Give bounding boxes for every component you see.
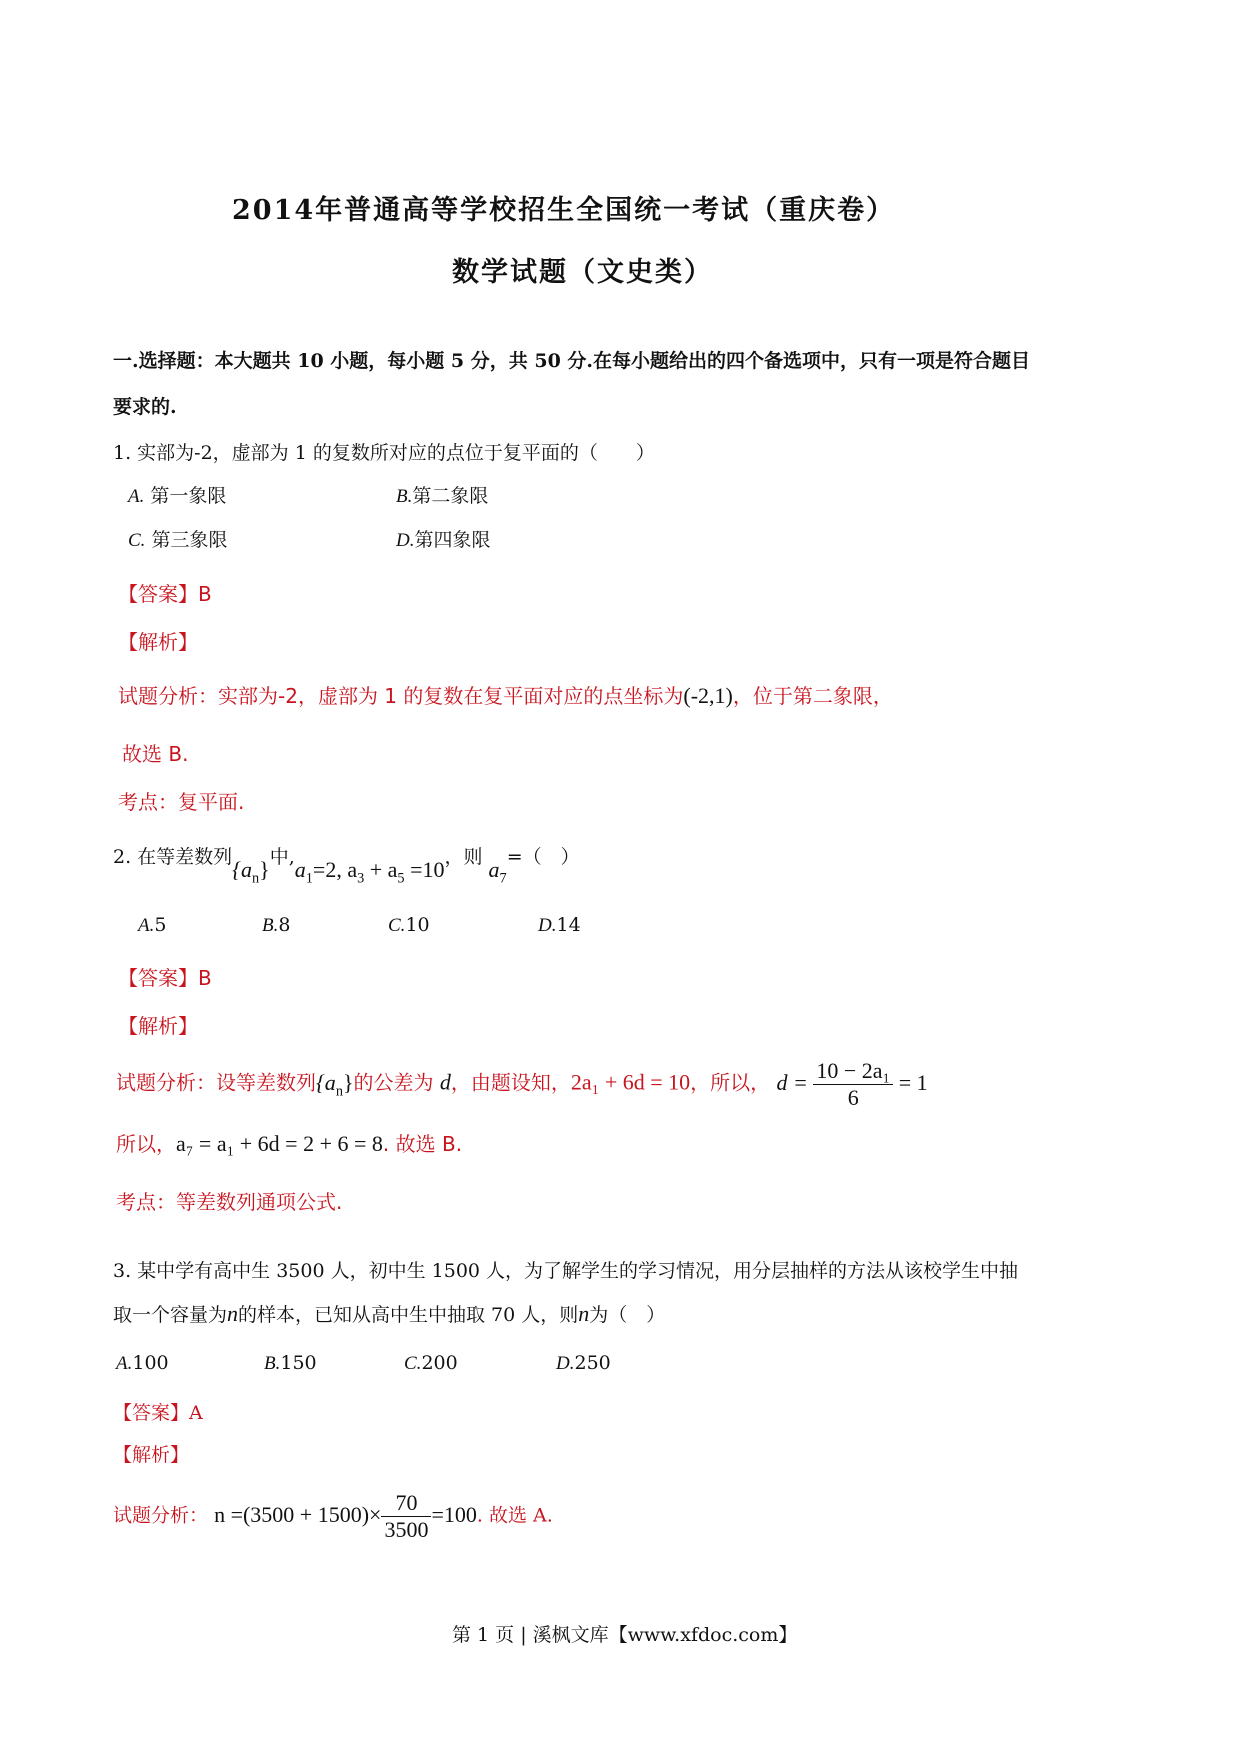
q3-option-c: C.200 (404, 1352, 458, 1374)
q2-analysis-label: 【解析】 (118, 1014, 198, 1038)
q1-analysis: 试题分析：实部为-2，虚部为 1 的复数在复平面对应的点坐标为(-2,1)，位于第二象限， (118, 683, 893, 708)
q1-option-d: D.第四象限 (396, 529, 491, 551)
page-footer: 第 1 页 | 溪枫文库【www.xfdoc.com】 (452, 1624, 798, 1646)
q3-option-d: D.250 (556, 1352, 611, 1374)
q2-analysis-line2: 所以，a₇ = a₁ + 6d = 2 + 6 = 8. 故选 B. (116, 1131, 463, 1156)
q3-stem-line1: 3. 某中学有高中生 3500 人，初中生 1500 人，为了解学生的学习情况，用分层抽样的方法从该校学生中抽 (113, 1260, 1019, 1282)
q3-option-b: B.150 (264, 1352, 317, 1374)
q2-option-c: C.10 (388, 914, 430, 936)
q1-knowledge: 考点：复平面. (118, 790, 245, 814)
q2-answer: 【答案】B (118, 966, 212, 990)
q2-option-a: A.5 (138, 914, 167, 936)
q3-option-a: A.100 (116, 1352, 169, 1374)
q1-conclusion: 故选 B. (122, 742, 189, 766)
q3-analysis: 试题分析： n =(3500 + 1500)× $\frac{70}{3500}$ =100. 故选 A. (113, 1490, 553, 1542)
q3-fraction: $\frac{70}{3500}$ (381, 1490, 431, 1543)
q3-answer: 【答案】A (113, 1402, 203, 1424)
q2-fraction: $\frac{\text{10 − 2a₁}}{6}$ (813, 1058, 893, 1111)
q2-knowledge: 考点：等差数列通项公式. (116, 1190, 343, 1214)
exam-subtitle: 数学试题（文史类） (452, 257, 713, 288)
q1-option-a: A. 第一象限 (128, 485, 227, 507)
q1-answer: 【答案】B (118, 582, 212, 606)
q3-analysis-label: 【解析】 (113, 1444, 190, 1466)
section-heading-line2: 要求的. (113, 396, 177, 418)
q2-option-d: D.14 (538, 914, 581, 936)
q2-analysis: 试题分析：设等差数列$\{a_n\}$的公差为 d，由题设知，2a₁ + 6d = 10，所以， d = $\frac{\text{10 − 2a₁}}{6}$ = 1 (116, 1058, 928, 1110)
q2-option-b: B.8 (262, 914, 291, 936)
exam-title: 2014年普通高等学校招生全国统一考试（重庆卷） (232, 195, 896, 226)
q1-option-b: B.第二象限 (396, 485, 489, 507)
q1-stem: 1. 实部为-2，虚部为 1 的复数所对应的点位于复平面的（ ） (113, 442, 655, 464)
q3-stem-line2: 取一个容量为n的样本，已知从高中生中抽取 70 人，则n为（ ） (113, 1301, 666, 1326)
section-heading-line1: 一.选择题：本大题共 10 小题，每小题 5 分，共 50 分.在每小题给出的四个备选项中，只有一项是符合题目 (113, 350, 1031, 372)
q2-stem: 2. 在等差数列$\{a_n\}$中$,a_1=2$, $a_3 + a_5 =10$，则 $a_7=$（ ） (113, 846, 580, 887)
q1-analysis-label: 【解析】 (118, 630, 198, 654)
q1-option-c: C. 第三象限 (128, 529, 228, 551)
